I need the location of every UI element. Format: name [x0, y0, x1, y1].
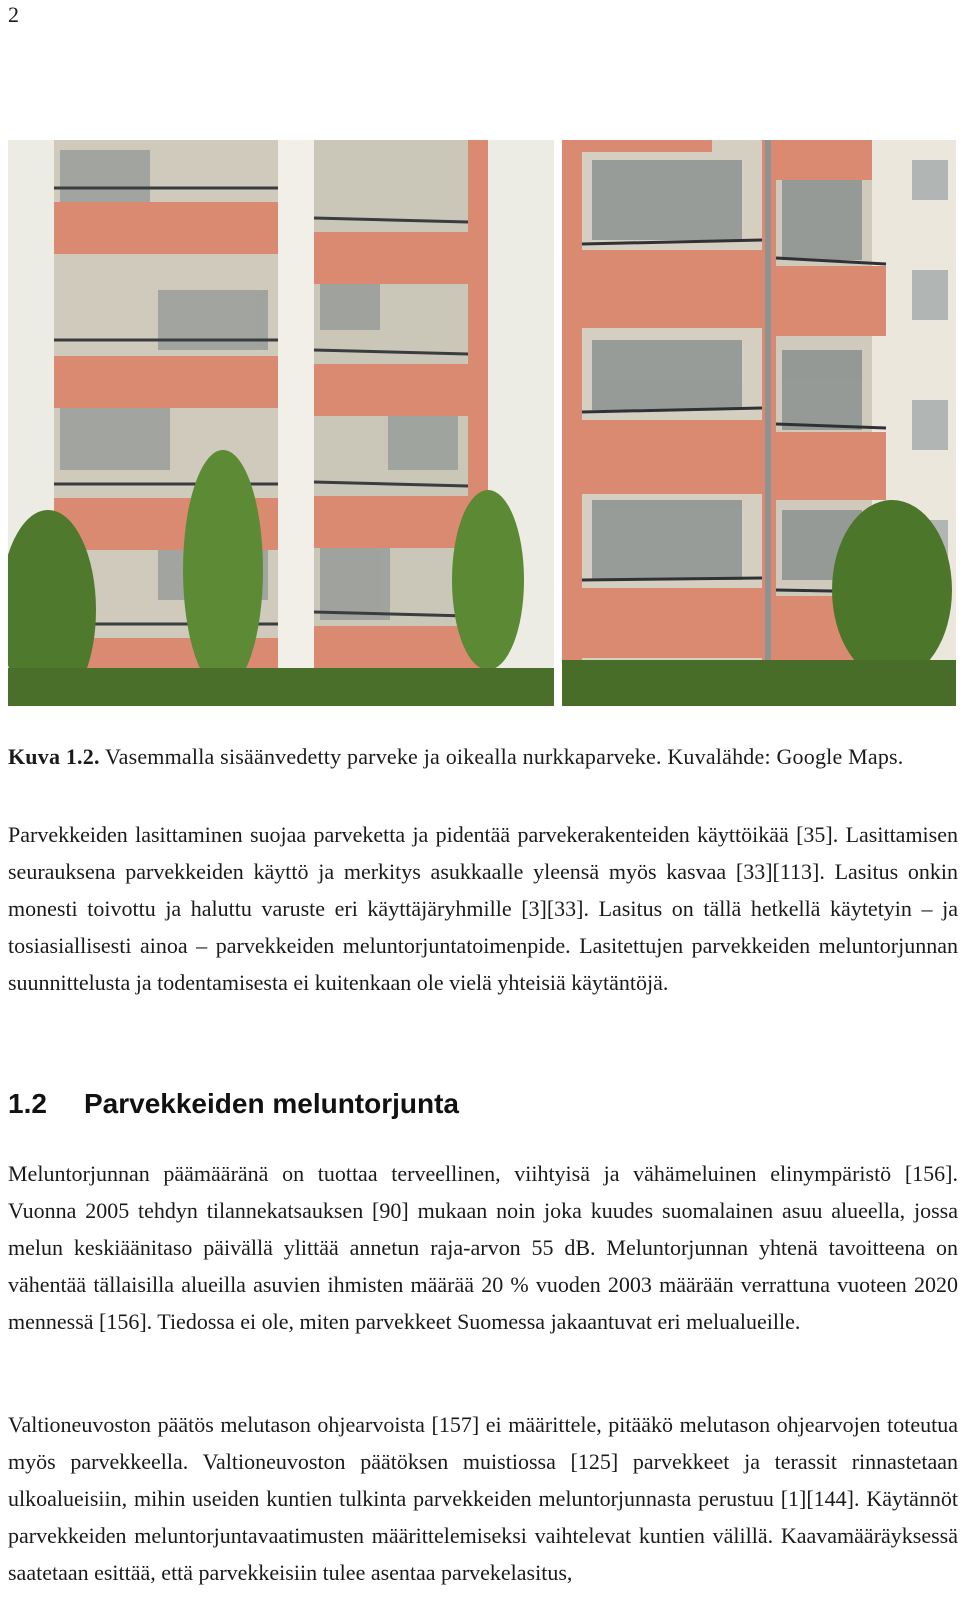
figure-label: Kuva 1.2.: [8, 744, 100, 769]
section-heading: [8, 1084, 459, 1124]
section-number: 1.2: [8, 1088, 47, 1119]
figure-caption-text: Vasemmalla sisäänvedetty parveke ja oikealla nurkkaparveke. Kuvalähde: Google Maps.: [104, 744, 904, 769]
page-number: 2: [8, 2, 19, 27]
photo-corner-balcony: [562, 140, 956, 706]
figure-caption: [8, 738, 958, 775]
paragraph-1: Parvekkeiden lasittaminen suojaa parveketta ja pidentää parvekerakenteiden käyttöikää [35]. Lasittamisen seurauksena parvekkeiden käyttö ja merkitys asukkaalle yleensä myös kasvaa [33][113]. Lasitus onkin monesti toivottu ja haluttu varuste eri käyttäjäryhmille [3][33]. Lasitus on tällä hetkellä käytetyin – ja tosiasiallisesti ainoa – parvekkeiden meluntorjuntatoimenpide. Lasitettujen parvekkeiden meluntorjunnan suunnittelusta ja todentamisesta ei kuitenkaan ole vielä yhteisiä käytäntöjä.: [8, 822, 958, 995]
section-title: Parvekkeiden meluntorjunta: [84, 1088, 460, 1119]
paragraph-2: Meluntorjunnan päämääränä on tuottaa terveellinen, viihtyisä ja vähämeluinen elinympäristö [156]. Vuonna 2005 tehdyn tilannekatsauksen [90] mukaan noin joka kuudes suomalainen asuu alueella, jossa melun keskiäänitaso päivällä ylittää annetun raja-arvon 55 dB. Meluntorjunnan yhtenä tavoitteena on vähentää tällaisilla alueilla asuvien ihmisten määrää 20 % vuoden 2003 määrään verrattuna vuoteen 2020 mennessä [156]. Tiedossa ei ole, miten parvekkeet Suomessa jakaantuvat eri melualueille.: [8, 1161, 958, 1334]
paragraph-3: Valtioneuvoston päätös melutason ohjearvoista [157] ei määrittele, pitääkö melutason ohjearvojen toteutua myös parvekkeella. Valtioneuvoston päätöksen muistiossa [125] parvekkeet ja terassit rinnastetaan ulkoalueisiin, mihin useiden kuntien tulkinta parvekkeiden meluntorjunnasta perustuu [1][144]. Käytännöt parvekkeiden meluntorjuntavaatimusten määrittelemiseksi vaihtelevat kuntien välillä. Kaavamääräyksessä saatetaan esittää, että parvekkeisiin tulee asentaa parvekelasitus,: [8, 1412, 958, 1585]
photo-recessed-balcony: [8, 140, 554, 706]
